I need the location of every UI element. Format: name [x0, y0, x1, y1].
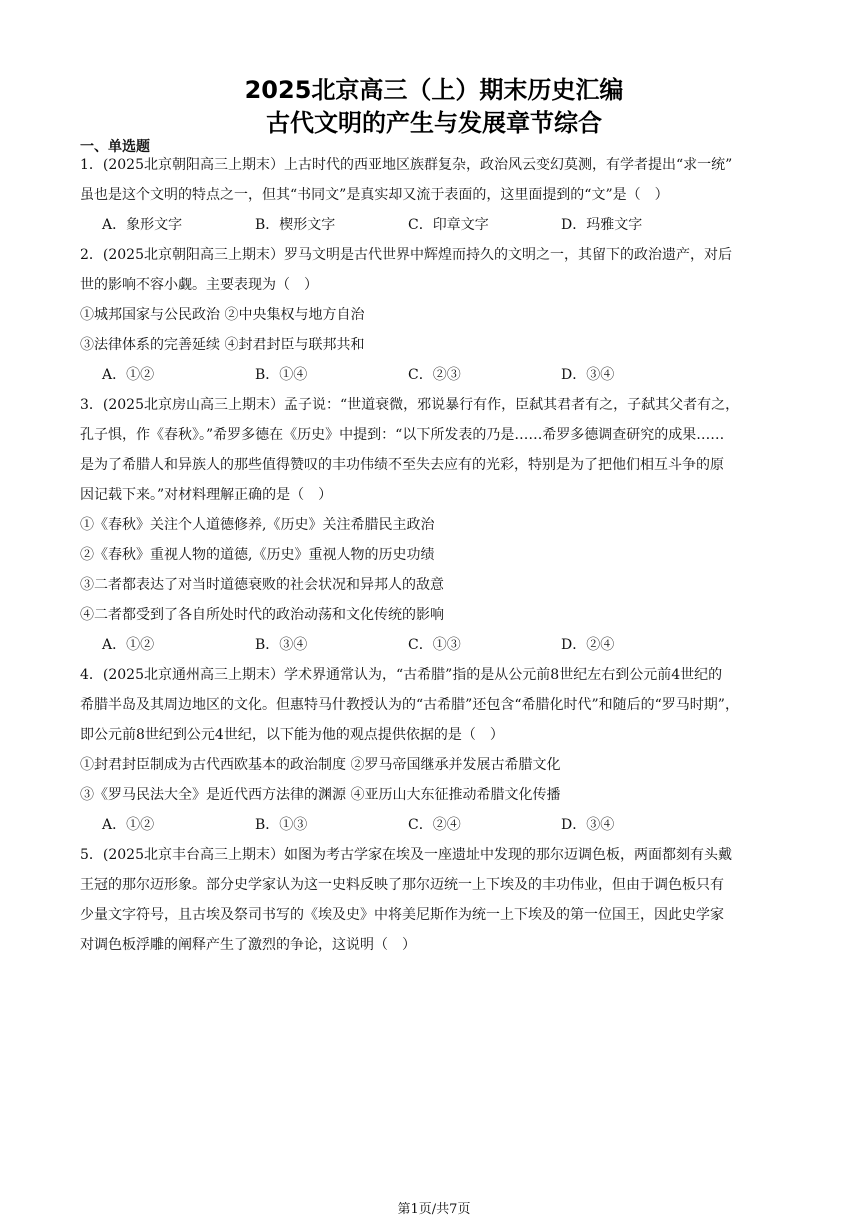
answer-option: A．①② — [102, 817, 155, 833]
question-line: 王冠的那尔迈形象。部分史学家认为这一史料反映了那尔迈统一上下埃及的丰功伟业，但由于调色板只有 — [80, 877, 724, 893]
question-line: 希腊半岛及其周边地区的文化。但惠特马什教授认为的“古希腊”还包含“希腊化时代”和随后的“罗马时期”， — [80, 697, 739, 713]
question-line: ②《春秋》重视人物的道德,《历史》重视人物的历史功绩 — [80, 547, 435, 563]
answer-option: D．③④ — [561, 367, 615, 383]
question-stem: 1．(2025北京朝阳高三上期末）上古时代的西亚地区族群复杂，政治风云变幻莫测，有学者提出“求一统” — [80, 157, 733, 173]
answer-option: A．①② — [102, 367, 155, 383]
question-line: ④二者都受到了各自所处时代的政治动荡和文化传统的影响 — [80, 607, 444, 623]
question-stem: 2．(2025北京朝阳高三上期末）罗马文明是古代世界中辉煌而持久的文明之一，其留下的政治遗产，对后 — [80, 247, 732, 263]
question-line: 孔子惧，作《春秋》。”希罗多德在《历史》中提到：“以下所发表的乃是……希罗多德调查研究的成果…… — [80, 427, 725, 443]
answer-option: B．①③ — [255, 817, 308, 833]
question-line: ①《春秋》关注个人道德修养,《历史》关注希腊民主政治 — [80, 517, 435, 533]
answer-option: B．③④ — [255, 637, 308, 653]
answer-option: D．③④ — [561, 817, 615, 833]
question-stem: 5．(2025北京丰台高三上期末）如图为考古学家在埃及一座遗址中发现的那尔迈调色板，两面都刻有头戴 — [80, 847, 732, 863]
question-line: 少量文字符号，且古埃及祭司书写的《埃及史》中将美尼斯作为统一上下埃及的第一位国王，因此史学家 — [80, 907, 724, 923]
document-subtitle: 古代文明的产生与发展章节综合 — [266, 109, 602, 137]
answer-option: A．①② — [102, 637, 155, 653]
question-line: ①城邦国家与公民政治 ②中央集权与地方自治 — [80, 307, 365, 323]
question-list — [80, 150, 790, 960]
answer-option: B．楔形文字 — [255, 217, 336, 233]
answer-option: C．②④ — [408, 817, 461, 833]
question-item — [80, 390, 790, 660]
page-number: 第1页/共7页 — [397, 1202, 471, 1217]
question-line: 世的影响不容小觑。主要表现为（ ） — [80, 277, 318, 293]
answer-options — [80, 360, 790, 390]
answer-option: C．②③ — [408, 367, 461, 383]
document-title: 2025北京高三（上）期末历史汇编 — [244, 76, 624, 104]
question-item — [80, 150, 790, 240]
question-line: ③《罗马民法大全》是近代西方法律的渊源 ④亚历山大东征推动希腊文化传播 — [80, 787, 561, 803]
question-line: 因记载下来。”对材料理解正确的是（ ） — [80, 487, 333, 503]
answer-option: A．象形文字 — [102, 217, 183, 233]
question-line: 即公元前8世纪到公元4世纪，以下能为他的观点提供依据的是（ ） — [80, 727, 504, 743]
question-item — [80, 840, 790, 960]
section-heading: 一、单选题 — [80, 139, 150, 155]
answer-options — [80, 210, 790, 240]
answer-option: D．玛雅文字 — [561, 217, 643, 233]
question-line: 是为了希腊人和异族人的那些值得赞叹的丰功伟绩不至失去应有的光彩，特别是为了把他们相互斗争的原 — [80, 457, 724, 473]
question-item — [80, 240, 790, 390]
answer-option: C．①③ — [408, 637, 461, 653]
question-stem: 3．(2025北京房山高三上期末）孟子说：“世道衰微，邪说暴行有作，臣弑其君者有之，子弑其父者有之， — [80, 397, 740, 413]
answer-option: D．②④ — [561, 637, 615, 653]
answer-options — [80, 630, 790, 660]
question-item — [80, 660, 790, 840]
question-line: ③二者都表达了对当时道德衰败的社会状况和异邦人的敌意 — [80, 577, 444, 593]
question-line: ③法律体系的完善延续 ④封君封臣与联邦共和 — [80, 337, 365, 353]
question-line: 虽也是这个文明的特点之一，但其“书同文”是真实却又流于表面的，这里面提到的“文”是（ ） — [80, 187, 669, 203]
answer-option: B．①④ — [255, 367, 308, 383]
answer-options — [80, 810, 790, 840]
question-stem: 4．(2025北京通州高三上期末）学术界通常认为，“古希腊”指的是从公元前8世纪左右到公元前4世纪的 — [80, 667, 723, 683]
question-line: 对调色板浮雕的阐释产生了激烈的争论，这说明（ ） — [80, 937, 416, 953]
question-line: ①封君封臣制成为古代西欧基本的政治制度 ②罗马帝国继承并发展古希腊文化 — [80, 757, 561, 773]
answer-option: C．印章文字 — [408, 217, 489, 233]
